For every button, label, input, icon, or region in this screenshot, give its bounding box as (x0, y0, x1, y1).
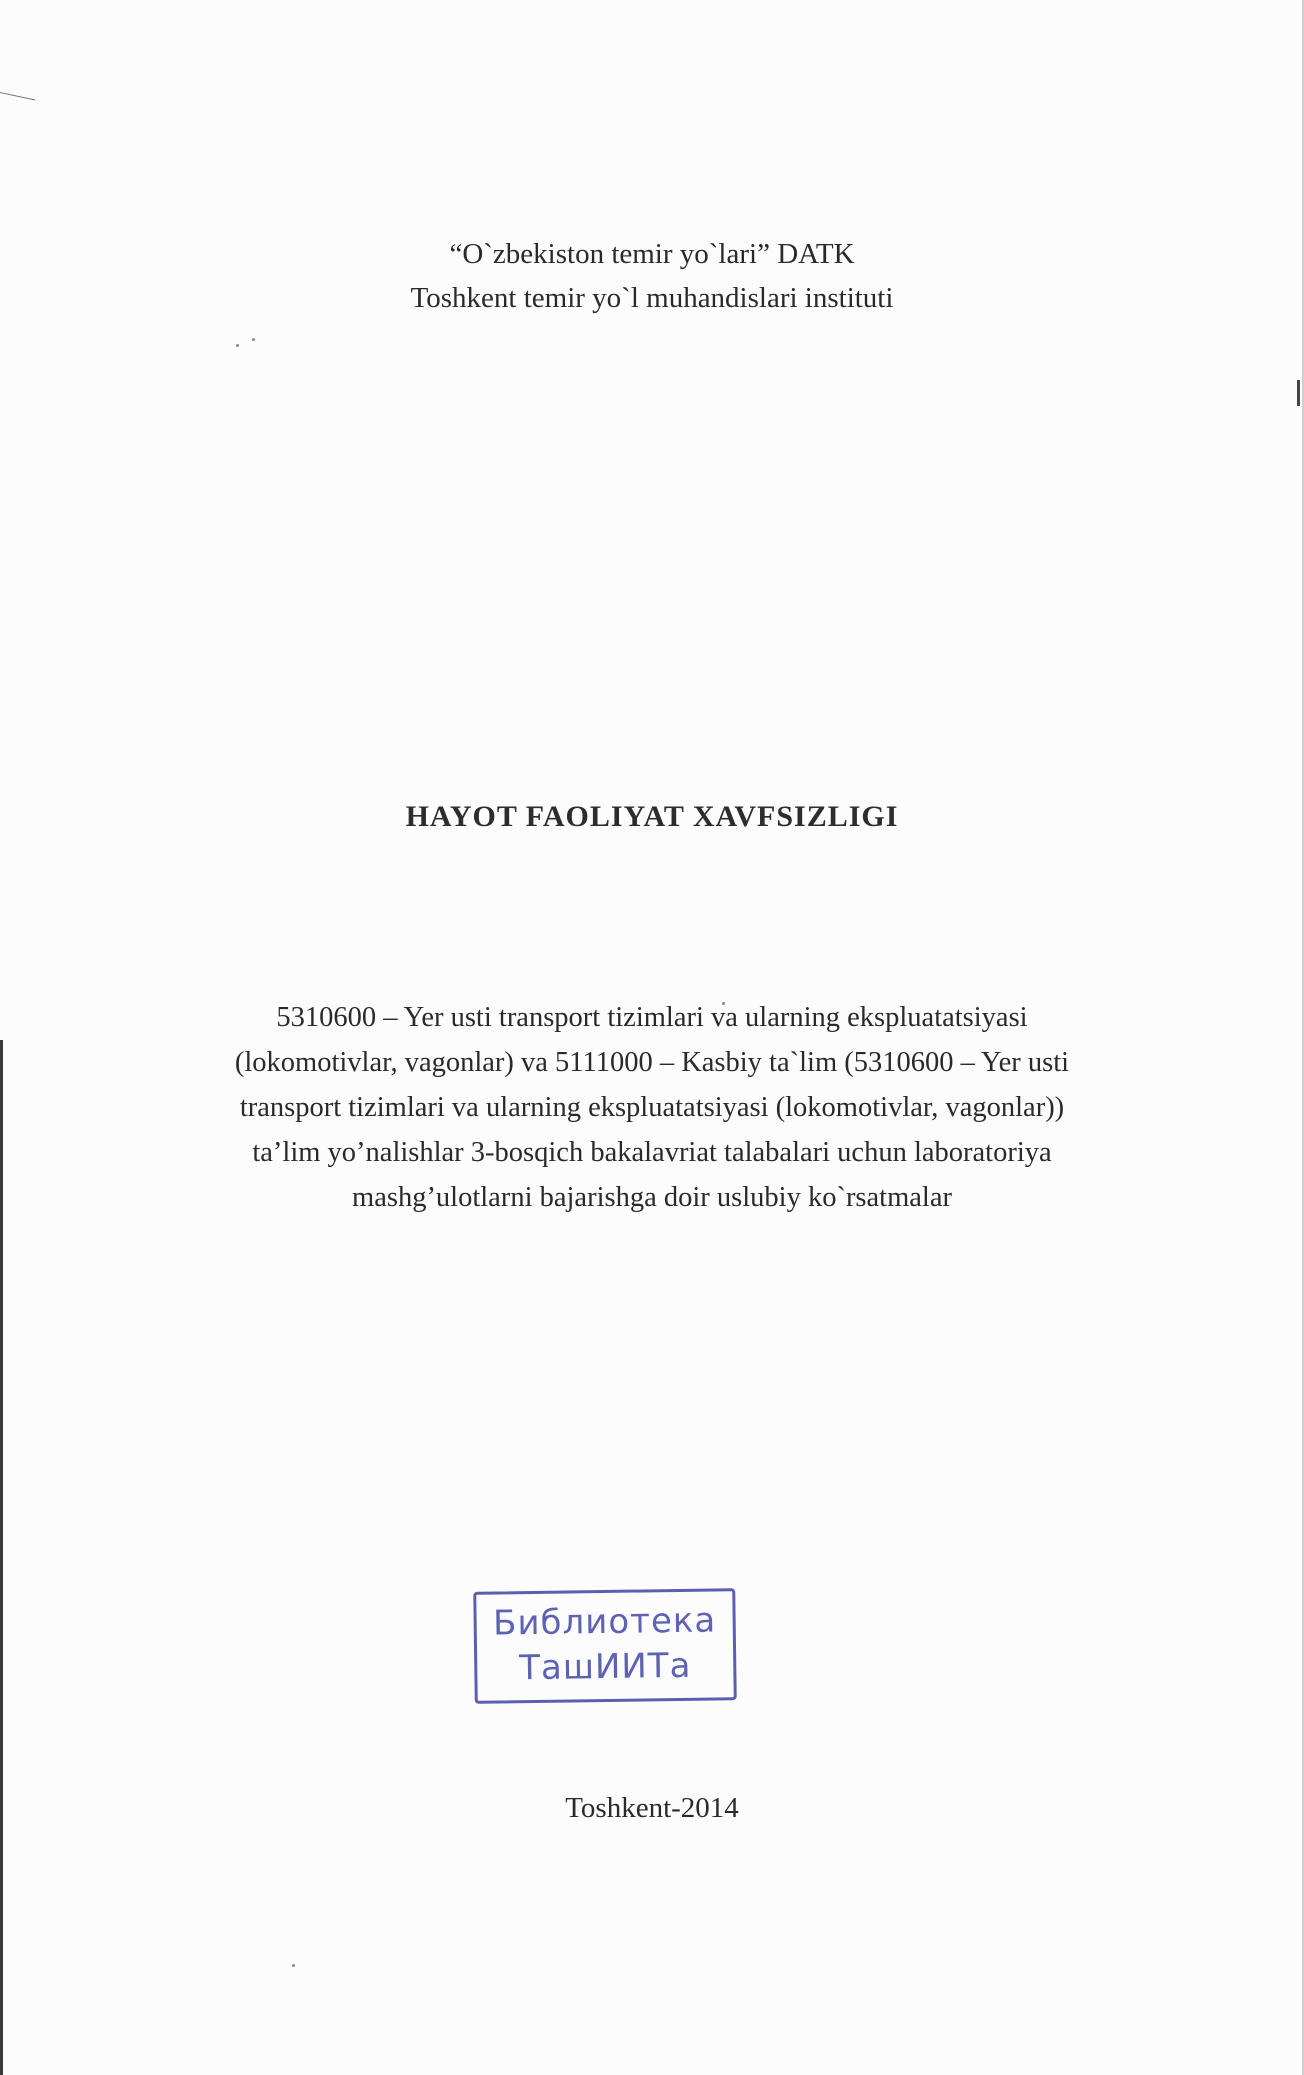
scan-speck (236, 344, 239, 347)
description-line: transport tizimlari va ularning ekspluatatsiyasi (lokomotivlar, vagonlar)) (239, 1092, 1065, 1123)
place-year: Toshkent-2014 (565, 1792, 739, 1824)
scan-speck (292, 1964, 295, 1967)
stamp-line-institute: ТашИИТа (518, 1645, 692, 1689)
institute-name: Toshkent temir yo`l muhandislari instituti (410, 282, 894, 314)
stamp-line-library: Библиотека (492, 1600, 717, 1644)
document-title: HAYOT FAOLIYAT XAVFSIZLIGI (405, 800, 899, 833)
document-description (120, 995, 1184, 1220)
description-line: (lokomotivlar, vagonlar) va 5111000 – Kasbiy ta`lim (5310600 – Yer usti (234, 1047, 1070, 1078)
organization-name: “O`zbekiston temir yo`lari” DATK (449, 238, 855, 270)
scan-mark (0, 92, 35, 118)
scan-tick (1297, 380, 1300, 406)
description-line: mashg’ulotlarni bajarishga doir uslubiy ko`rsatmalar (352, 1182, 952, 1213)
description-line: 5310600 – Yer usti transport tizimlari va ularning ekspluatatsiyasi (276, 1002, 1028, 1033)
scan-edge-left (0, 1040, 3, 2075)
description-line: ta’lim yo’nalishlar 3-bosqich bakalavriat talabalari uchun laboratoriya (252, 1137, 1052, 1168)
institution-header (0, 232, 1304, 320)
scan-speck (252, 338, 255, 341)
library-stamp (473, 1588, 737, 1704)
